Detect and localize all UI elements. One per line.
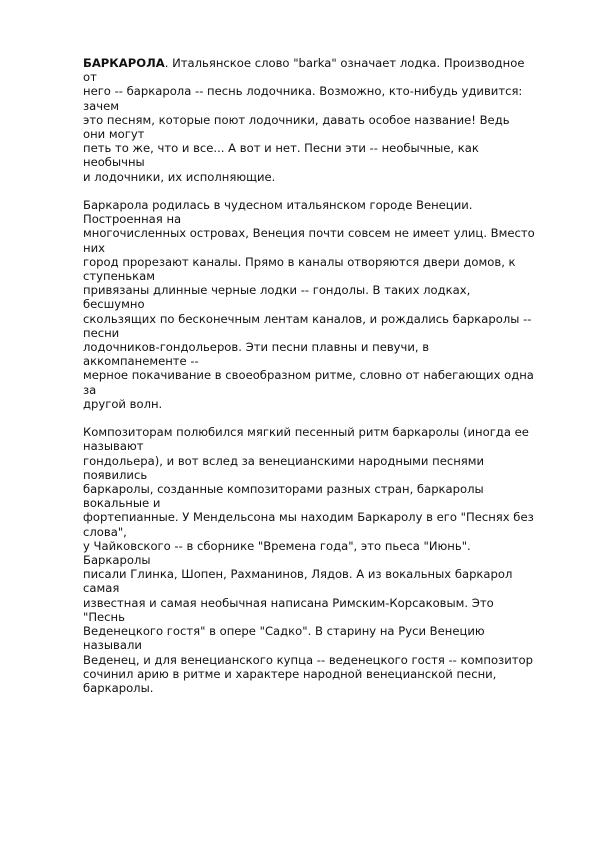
text-line: бесшумно [83, 297, 145, 312]
text-line: них [83, 240, 105, 255]
text-line: писали Глинка, Шопен, Рахманинов, Лядов. А из вокальных баркарол [83, 567, 513, 582]
text-line: и лодочники, их исполняющие. [83, 169, 276, 184]
text-line: другой волн. [83, 396, 163, 411]
text-line: Баркаролы [83, 553, 151, 568]
text-line: мерное покачивание в своеобразном ритме, словно от набегающих одна [83, 368, 534, 383]
title-term: БАРКАРОЛА [83, 56, 165, 70]
text-line: известная и самая необычная написана Римским-Корсаковым. Это [83, 595, 494, 610]
text-line: сочинил арию в ритме и характере народной венецианской песни, [83, 666, 497, 681]
paragraph-definition [83, 56, 563, 184]
text-line: ступенькам [83, 269, 155, 284]
text-line: от [83, 70, 97, 85]
text-line: называли [83, 638, 142, 653]
text-line: петь то же, что и все... А вот и нет. Песни эти -- необычные, как [83, 141, 479, 156]
text-line: "Песнь [83, 609, 125, 624]
text-line: они могут [83, 127, 145, 142]
text-line: лодочников-гондольеров. Эти песни плавны и певучи, в [83, 340, 430, 355]
text-line: баркаролы. [83, 680, 154, 695]
text-line: за [83, 382, 97, 397]
text-line-rest: . Итальянское слово "barka" означает лодка. Производное [164, 56, 525, 70]
text-line: Построенная на [83, 212, 182, 227]
text-line: появились [83, 467, 148, 482]
text-line: Веденецкого гостя" в опере "Садко". В старину на Руси Венецию [83, 624, 485, 639]
text-line: это песням, которые поют лодочники, давать особое название! Ведь [83, 112, 510, 127]
document-body [83, 56, 563, 709]
text-line: привязаны длинные черные лодки -- гондолы. В таких лодках, [83, 283, 471, 298]
text-line: Веденец, и для венецианского купца -- веденецкого гостя -- композитор [83, 652, 533, 667]
text-line: самая [83, 581, 120, 596]
paragraph-composers [83, 425, 563, 695]
text-line: у Чайковского -- в сборнике "Времена года", это пьеса "Июнь". [83, 538, 471, 553]
paragraph-venice [83, 198, 563, 411]
text-line: Баркарола родилась в чудесном итальянском городе Венеции. [83, 198, 473, 213]
text-line: называют [83, 439, 144, 454]
text-line: многочисленных островах, Венеция почти совсем не имеет улиц. Вместо [83, 226, 535, 241]
text-line: скользящих по бесконечным лентам каналов, и рождались баркаролы -- [83, 311, 532, 326]
text-line: слова", [83, 524, 127, 539]
text-line: него -- баркарола -- песнь лодочника. Возможно, кто-нибудь удивится: [83, 84, 523, 99]
text-line: вокальные и [83, 496, 161, 511]
text-line [83, 56, 563, 70]
text-line: фортепианные. У Мендельсона мы находим Баркаролу в его "Песнях без [83, 510, 534, 525]
text-line: необычны [83, 155, 145, 170]
text-line: песни [83, 325, 120, 340]
text-line: гондольера), и вот вслед за венецианскими народными песнями [83, 453, 485, 468]
text-line: Композиторам полюбился мягкий песенный ритм баркаролы (иногда ее [83, 425, 529, 440]
text-line: баркаролы, созданные композиторами разных стран, баркаролы [83, 482, 484, 497]
text-line: зачем [83, 98, 119, 113]
text-line: город прорезают каналы. Прямо в каналы отворяются двери домов, к [83, 254, 516, 269]
text-line: аккомпанементе -- [83, 354, 199, 369]
